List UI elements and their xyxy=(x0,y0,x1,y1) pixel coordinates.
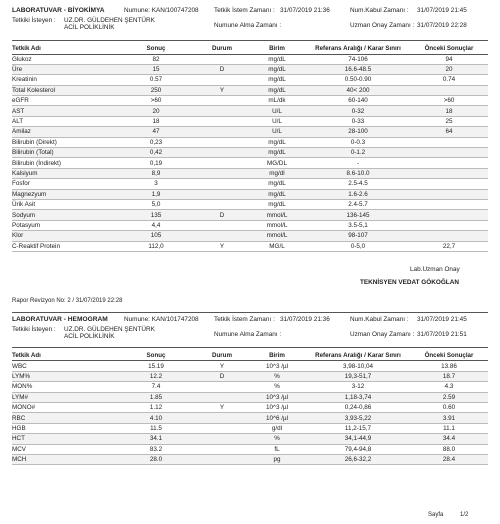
table-row xyxy=(12,423,488,433)
previous-result: >60 xyxy=(443,97,455,105)
unit: 10^3 /µl xyxy=(248,392,306,402)
previous-result xyxy=(410,179,488,189)
result-cell xyxy=(116,116,196,126)
table-row xyxy=(12,64,488,74)
table-row xyxy=(12,220,488,230)
status-flag xyxy=(196,189,248,199)
previous-result xyxy=(410,148,488,158)
accept-time-label: Num.Kabul Zamanı : xyxy=(350,315,409,323)
table-row xyxy=(12,210,488,220)
sample-time-label: Numune Alma Zamanı : xyxy=(214,22,282,29)
test-name: Ürik Asit xyxy=(12,201,36,209)
status-flag: D xyxy=(196,210,248,220)
previous-result: 28.4 xyxy=(410,454,488,464)
reference-range: 11,2-15,7 xyxy=(344,424,372,432)
unit: 10^3 /µl xyxy=(266,404,288,412)
test-time: 31/07/2019 21:36 xyxy=(280,7,330,14)
hemogram-rows xyxy=(12,361,488,465)
reference-range: 79,4-94,8 xyxy=(344,445,372,453)
test-time: 31/07/2019 21:36 xyxy=(280,315,330,323)
reference-range: 74-106 xyxy=(348,55,368,63)
result-cell xyxy=(116,382,196,392)
test-name: LYM# xyxy=(12,392,116,402)
previous-result xyxy=(410,85,488,95)
result-value: 4.10 xyxy=(149,414,163,422)
approve-time: 31/07/2019 22:28 xyxy=(417,22,467,29)
unit: U/L xyxy=(248,127,306,137)
accept-time: 31/07/2019 21:45 xyxy=(417,315,467,323)
unit: mg/dL xyxy=(248,64,306,74)
status-flag: Y xyxy=(196,85,248,95)
reference-range: 0-33 xyxy=(351,118,365,126)
result-cell xyxy=(116,158,196,168)
table-row xyxy=(12,148,488,158)
previous-result xyxy=(410,158,488,168)
table-row xyxy=(12,75,488,85)
result-cell xyxy=(116,241,196,251)
status-flag xyxy=(196,168,248,178)
col-previous: Önceki Sonuçlar xyxy=(424,45,474,53)
previous-result: 34.4 xyxy=(410,434,488,444)
previous-result: 94 xyxy=(445,55,453,63)
unit: mg/dL xyxy=(248,148,306,158)
result-cell xyxy=(116,64,196,74)
reference-range: 3,98-10,04 xyxy=(342,362,374,370)
reference-range: 98-107 xyxy=(306,231,410,241)
table-row xyxy=(12,434,488,444)
result-value: 12.2 xyxy=(149,373,163,380)
reference-range: 2.5-4.5 xyxy=(348,180,368,188)
status-flag xyxy=(196,444,248,454)
reference-range: 0.50-0.90 xyxy=(344,76,372,84)
test-name: MCV xyxy=(12,445,26,453)
result-cell xyxy=(116,210,196,220)
table-row xyxy=(12,106,488,116)
test-name: Kalsiyum xyxy=(12,168,116,178)
table-row xyxy=(12,454,488,464)
status-flag xyxy=(196,158,248,168)
unit: mg/dL xyxy=(268,55,286,63)
test-name: RBC xyxy=(12,413,116,423)
test-name: Kreatinin xyxy=(12,76,37,84)
unit: MG/L xyxy=(269,242,285,250)
reference-range: 40< 200 xyxy=(306,85,410,95)
previous-result: 20 xyxy=(410,64,488,74)
result-value: 1,9 xyxy=(151,190,161,198)
unit: mg/dL xyxy=(268,138,286,146)
result-value: 8,9 xyxy=(151,169,161,177)
sample-number: Numune: KAN/101747208 xyxy=(124,315,199,323)
table-row xyxy=(12,158,488,168)
previous-result: 2.59 xyxy=(410,392,488,402)
table-row xyxy=(12,85,488,95)
technician-name: TEKNİSYEN VEDAT GÖKOĞLAN xyxy=(360,278,459,286)
result-value: 20 xyxy=(152,107,160,115)
lab-title: LABORATUVAR - HEMOGRAM xyxy=(12,315,108,323)
result-cell xyxy=(116,106,196,116)
result-value: 1.85 xyxy=(149,393,163,401)
previous-result: 22,7 xyxy=(442,242,456,250)
unit: U/L xyxy=(248,106,306,116)
previous-result: 4.3 xyxy=(444,383,454,391)
result-cell xyxy=(116,371,196,381)
reference-range: 26,6-32,2 xyxy=(306,454,410,464)
previous-result xyxy=(410,189,488,199)
result-cell xyxy=(116,423,196,433)
unit: g/dl xyxy=(271,424,283,432)
previous-result: 64 xyxy=(410,127,488,137)
result-value: 11.5 xyxy=(150,424,162,432)
test-name: MON% xyxy=(12,383,33,391)
reference-range: 3-12 xyxy=(351,383,365,391)
table-row xyxy=(12,189,488,199)
report-page xyxy=(12,0,488,465)
unit: mg/dl xyxy=(248,168,306,178)
revision-line xyxy=(12,298,488,312)
unit: U/L xyxy=(272,118,282,126)
status-flag xyxy=(196,382,248,392)
result-value: 3 xyxy=(154,180,158,188)
result-value: 15 xyxy=(152,66,160,74)
approve-time-label: Uzman Onay Zamanı : xyxy=(350,22,415,29)
approver-label: Lab.Uzman Onay xyxy=(410,265,460,273)
result-value: 5,0 xyxy=(151,201,161,209)
status-flag xyxy=(196,434,248,444)
approve-time-label: Uzman Onay Zamanı : xyxy=(350,330,415,338)
status-flag xyxy=(196,199,248,209)
table-row xyxy=(12,241,488,251)
table-row xyxy=(12,168,488,178)
previous-result: 88.0 xyxy=(442,445,456,453)
test-name: Magnezyum xyxy=(12,189,116,199)
unit: mmol/L xyxy=(248,210,306,220)
reference-range: 16.6-48.5 xyxy=(306,64,410,74)
requester-label: Tetkiki İsteyen : xyxy=(12,17,56,24)
unit: mg/dL xyxy=(268,76,286,84)
approve-time: 31/07/2019 21:51 xyxy=(417,330,467,338)
table-row xyxy=(12,179,488,189)
biochemistry-table xyxy=(12,44,488,252)
test-name: MONO# xyxy=(12,404,36,412)
test-name: Klor xyxy=(12,231,116,241)
accept-time: 31/07/2019 21:45 xyxy=(417,7,467,14)
result-cell xyxy=(116,392,196,402)
col-status: Durum xyxy=(212,45,232,53)
unit: mg/dL xyxy=(268,201,286,209)
unit: mL/dk xyxy=(268,97,286,105)
result-cell xyxy=(116,148,196,158)
test-name: C-Reaktif Protein xyxy=(12,242,60,250)
status-flag xyxy=(196,75,248,85)
test-name: Fosfor xyxy=(12,180,30,188)
previous-result xyxy=(410,137,488,147)
reference-range: 0-5,0 xyxy=(350,242,366,250)
result-cell xyxy=(116,434,196,444)
table-row xyxy=(12,54,488,64)
result-value: 0,19 xyxy=(149,159,163,167)
previous-result xyxy=(410,168,488,178)
test-name: Bilirubin (Direkt) xyxy=(12,138,57,146)
table-header-row xyxy=(12,44,488,54)
test-name: ALT xyxy=(12,118,24,126)
status-flag xyxy=(196,423,248,433)
status-flag xyxy=(196,231,248,241)
result-value: 0.57 xyxy=(149,76,163,84)
status-flag xyxy=(196,106,248,116)
unit: fL xyxy=(274,445,280,453)
accept-time-label: Num.Kabul Zamanı : xyxy=(350,7,409,14)
result-value: 82 xyxy=(152,55,160,63)
result-value: 105 xyxy=(150,232,162,240)
test-name: Amilaz xyxy=(12,127,116,137)
test-name: HCT xyxy=(12,434,116,444)
sample-time-label: Numune Alma Zamanı : xyxy=(214,330,282,338)
reference-range: 0-32 xyxy=(306,106,410,116)
table-row xyxy=(12,116,488,126)
test-name: AST xyxy=(12,106,116,116)
result-value: 1.12 xyxy=(149,404,163,412)
result-value: 83.2 xyxy=(149,445,163,453)
result-cell xyxy=(116,168,196,178)
result-value: 15.19 xyxy=(148,362,164,370)
status-flag xyxy=(196,413,248,423)
biochemistry-header xyxy=(12,5,488,41)
status-flag xyxy=(196,96,248,106)
biochemistry-footer xyxy=(12,252,488,298)
page-number: 1/2 xyxy=(460,512,469,518)
unit: mmol/L xyxy=(266,221,288,229)
status-flag xyxy=(196,116,248,126)
hemogram-table xyxy=(12,351,488,465)
col-test-name: Tetkik Adı xyxy=(12,45,41,53)
result-cell xyxy=(116,361,196,371)
result-cell xyxy=(116,444,196,454)
previous-result: 18.7 xyxy=(410,371,488,381)
unit: pg xyxy=(248,454,306,464)
table-row xyxy=(12,199,488,209)
requester-name: UZ.DR. GÜLDEHEN ŞENTÜRK xyxy=(64,17,155,24)
col-test-name: Tetkik Adı xyxy=(12,352,41,360)
report-revision: Rapor Revizyon No: 2 / 31/07/2019 22:28 xyxy=(12,297,123,304)
col-previous: Önceki Sonuçlar xyxy=(424,352,474,360)
result-value: >60 xyxy=(150,97,162,105)
requester-name: UZ.DR. GÜLDEHEN ŞENTÜRK xyxy=(64,325,155,333)
sample-number: Numune: KAN/100747208 xyxy=(124,7,199,14)
test-name: Glukoz xyxy=(12,55,32,63)
status-flag xyxy=(196,220,248,230)
unit: MG/DL xyxy=(267,159,287,167)
reference-range: 1,18-3,74 xyxy=(306,392,410,402)
result-cell xyxy=(116,96,196,106)
result-value: 0,42 xyxy=(149,149,163,157)
result-cell xyxy=(116,54,196,64)
test-time-label: Tetkik İstem Zamanı : xyxy=(214,7,275,14)
result-value: 47 xyxy=(152,128,160,136)
status-flag: Y xyxy=(219,362,225,370)
result-value: 0,23 xyxy=(149,138,163,146)
col-result: Sonuç xyxy=(146,352,166,360)
reference-range: 34,1-44,9 xyxy=(306,434,410,444)
unit: % xyxy=(274,383,280,391)
result-value: 112,0 xyxy=(148,242,164,250)
result-cell xyxy=(116,179,196,189)
test-name: Sodyum xyxy=(12,210,116,220)
reference-range: 136-145 xyxy=(306,210,410,220)
result-cell xyxy=(116,454,196,464)
result-cell xyxy=(116,220,196,230)
col-reference: Referans Aralığı / Karar Sınırı xyxy=(315,45,401,53)
result-cell xyxy=(116,137,196,147)
reference-range: 0,24-0,86 xyxy=(344,404,372,412)
col-unit: Birim xyxy=(269,352,285,360)
test-name: MCH xyxy=(12,454,116,464)
previous-result xyxy=(410,199,488,209)
unit: 10^3 /µl xyxy=(266,362,288,370)
result-value: 135 xyxy=(150,211,162,219)
result-cell xyxy=(116,85,196,95)
test-name: eGFR xyxy=(12,97,29,105)
status-flag xyxy=(196,148,248,158)
test-name: Üre xyxy=(12,64,116,74)
col-reference: Referans Aralığı / Karar Sınırı xyxy=(315,352,401,360)
lab-title: LABORATUVAR - BİYOKİMYA xyxy=(12,7,105,14)
table-row xyxy=(12,392,488,402)
reference-range: 0-0.3 xyxy=(350,138,366,146)
table-row xyxy=(12,127,488,137)
previous-result: 0.74 xyxy=(442,76,456,84)
clinic-name: ACİL POLİKLİNİK xyxy=(64,332,115,340)
previous-result xyxy=(410,220,488,230)
biochemistry-rows xyxy=(12,54,488,251)
table-row xyxy=(12,137,488,147)
unit: 10^6 /µl xyxy=(248,413,306,423)
page-label: Sayfa xyxy=(428,512,444,518)
test-name: WBC xyxy=(12,362,27,370)
hemogram-header xyxy=(12,312,488,348)
previous-result: 18 xyxy=(410,106,488,116)
table-row xyxy=(12,361,488,371)
col-status: Durum xyxy=(212,352,232,360)
result-cell xyxy=(116,189,196,199)
result-value: 18 xyxy=(152,118,160,126)
result-value: 34.1 xyxy=(149,435,163,443)
result-cell xyxy=(116,402,196,412)
previous-result xyxy=(410,231,488,241)
reference-range: 2.4-5.7 xyxy=(348,201,368,209)
test-time-label: Tetkik İstem Zamanı : xyxy=(214,315,275,323)
reference-range: 8.6-10.0 xyxy=(306,168,410,178)
reference-range: - xyxy=(356,159,360,167)
test-name: Bilirubin (İndirekt) xyxy=(12,159,61,167)
reference-range: 3.5-5,1 xyxy=(348,221,368,229)
result-cell xyxy=(116,413,196,423)
previous-result: 25 xyxy=(445,118,453,126)
table-row xyxy=(12,371,488,381)
status-flag xyxy=(196,127,248,137)
status-flag xyxy=(196,54,248,64)
status-flag: Y xyxy=(219,242,225,250)
unit: mg/dL xyxy=(248,189,306,199)
reference-range: 19,3-51,7 xyxy=(306,371,410,381)
reference-range: 60-140 xyxy=(348,97,368,105)
test-name: Bilirubin (Total) xyxy=(12,148,116,158)
result-cell xyxy=(116,75,196,85)
test-name: Potasyum xyxy=(12,221,40,229)
reference-range: 3,93-5,22 xyxy=(306,413,410,423)
table-row xyxy=(12,402,488,412)
previous-result: 3.91 xyxy=(410,413,488,423)
table-row xyxy=(12,444,488,454)
clinic-name: ACİL POLİKLİNİK xyxy=(64,24,115,31)
previous-result: 11.1 xyxy=(443,424,455,432)
table-row xyxy=(12,96,488,106)
previous-result xyxy=(410,210,488,220)
reference-range: 28-100 xyxy=(306,127,410,137)
status-flag xyxy=(196,392,248,402)
result-value: 4,4 xyxy=(151,221,161,229)
result-value: 7.4 xyxy=(151,383,161,391)
status-flag xyxy=(196,137,248,147)
reference-range: 1.6-2.6 xyxy=(306,189,410,199)
result-cell xyxy=(116,199,196,209)
table-row xyxy=(12,382,488,392)
result-cell xyxy=(116,231,196,241)
unit: % xyxy=(248,371,306,381)
status-flag: Y xyxy=(219,404,225,412)
result-cell xyxy=(116,127,196,137)
col-result: Sonuç xyxy=(146,45,166,53)
previous-result: 13.86 xyxy=(441,362,457,370)
result-value: 250 xyxy=(150,86,162,94)
unit: mg/dL xyxy=(268,180,286,188)
unit: mmol/L xyxy=(248,231,306,241)
status-flag: D xyxy=(196,371,248,381)
requester-label: Tetkiki İsteyen : xyxy=(12,325,56,333)
previous-result: 0.60 xyxy=(442,404,456,412)
status-flag xyxy=(196,454,248,464)
test-name: LYM% xyxy=(12,371,116,381)
result-value: 28.0 xyxy=(149,456,163,464)
unit: % xyxy=(248,434,306,444)
status-flag: D xyxy=(196,64,248,74)
status-flag xyxy=(196,179,248,189)
table-row xyxy=(12,413,488,423)
test-name: Total Kolesterol xyxy=(12,85,116,95)
test-name: HGB xyxy=(12,424,26,432)
reference-range: 0-1.2 xyxy=(306,148,410,158)
unit: mg/dL xyxy=(248,85,306,95)
table-row xyxy=(12,231,488,241)
col-unit: Birim xyxy=(269,45,285,53)
table-header-row xyxy=(12,351,488,361)
